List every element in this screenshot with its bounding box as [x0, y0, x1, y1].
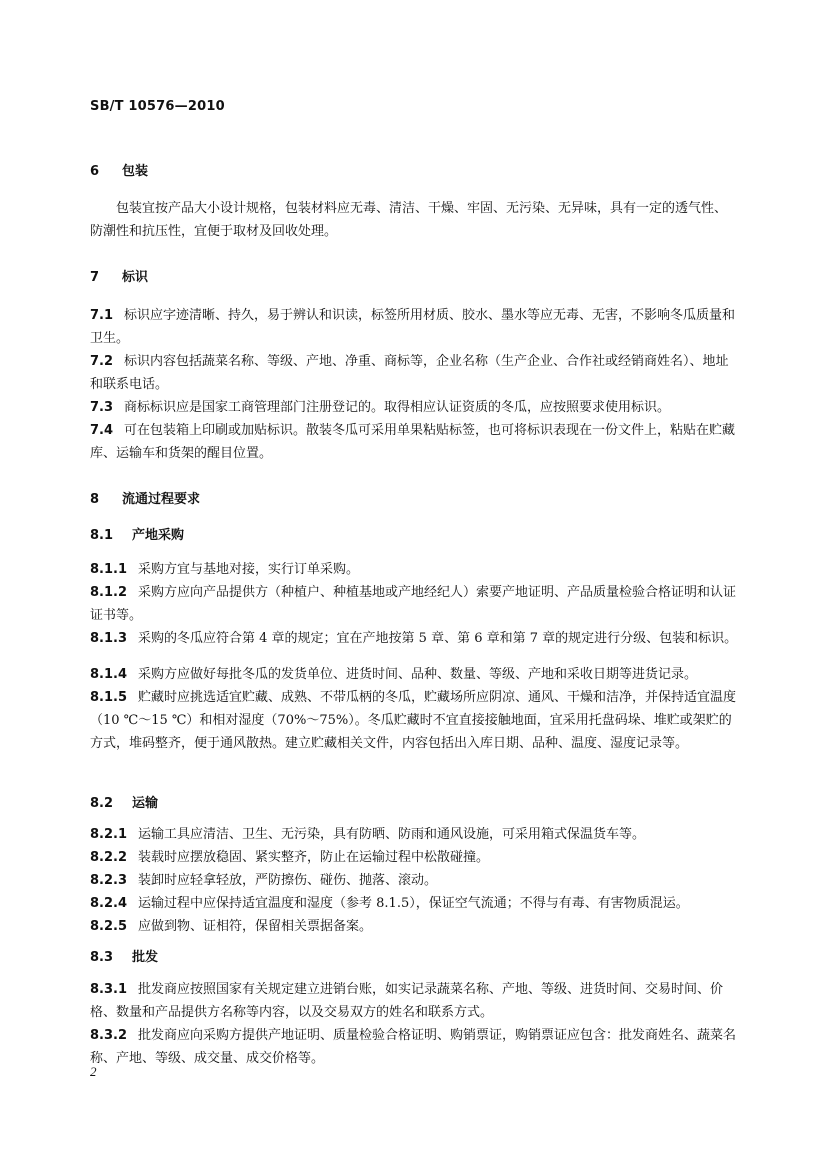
section-heading-7 [90, 266, 148, 285]
clause-text: 采购方宜与基地对接，实行订单采购。 [138, 562, 360, 577]
section-heading-6 [90, 160, 148, 179]
section-number: 8.1 [90, 528, 114, 543]
clause-text: 运输过程中应保持适宜温度和湿度（参考 8.1.5），保证空气流通；不得与有毒、有害物质混运。 [138, 896, 689, 911]
clause-text: 贮藏时应挑选适宜贮藏、成熟、不带瓜柄的冬瓜，贮藏场所应阴凉、通风、干燥和洁净，并保持适宜温度（10 ℃～15 ℃）和相对湿度（70%～75%）。冬瓜贮藏时不宜直接接触地面，宜采用托盘码垛、堆贮或架贮的方式，堆码整齐，便于通风散热。建立贮藏相关文件，内容包括出入库日期、品种、温度、湿度记录等。 [90, 690, 737, 751]
clause-number: 7.3 [90, 400, 114, 415]
clause-text: 标识内容包括蔬菜名称、等级、产地、净重、商标等，企业名称（生产企业、合作社或经销商姓名）、地址和联系电话。 [90, 354, 729, 392]
clause-number: 8.2.3 [90, 873, 128, 888]
subsection-heading-8-2 [90, 792, 158, 811]
subsection-heading-8-3 [90, 946, 158, 965]
clause-7-2 [90, 350, 738, 396]
clause-number: 8.2.4 [90, 896, 128, 911]
clause-text: 批发商应按照国家有关规定建立进销台账，如实记录蔬菜名称、产地、等级、进货时间、交易时间、价格、数量和产品提供方名称等内容，以及交易双方的姓名和联系方式。 [90, 982, 724, 1020]
clause-text: 采购的冬瓜应符合第 4 章的规定；宜在产地按第 5 章、第 6 章和第 7 章的规定进行分级、包装和标识。 [138, 631, 738, 646]
section-number: 8.2 [90, 796, 114, 811]
clause-7-3 [90, 396, 738, 419]
subsection-heading-8-1 [90, 524, 184, 543]
clause-number: 8.1.4 [90, 667, 128, 682]
standard-code: SB/T 10576—2010 [90, 99, 225, 114]
clause-text: 商标标识应是国家工商管理部门注册登记的。取得相应认证资质的冬瓜，应按照要求使用标识。 [124, 400, 671, 415]
section-number: 8 [90, 492, 100, 507]
clause-text: 采购方应向产品提供方（种植户、种植基地或产地经纪人）索要产地证明、产品质量检验合格证明和认证证书等。 [90, 585, 737, 623]
clause-8-2-1 [90, 823, 738, 846]
clause-number: 8.2.2 [90, 850, 128, 865]
clause-number: 7.2 [90, 354, 114, 369]
section-title: 标识 [122, 270, 149, 285]
section-title: 包装 [122, 164, 149, 179]
clause-8-2-2 [90, 846, 738, 869]
clause-8-1-5 [90, 686, 738, 755]
section-number: 6 [90, 164, 100, 179]
page-number: 2 [90, 1064, 97, 1079]
clause-number: 8.3.1 [90, 982, 128, 997]
section-number: 7 [90, 270, 100, 285]
clause-text: 采购方应做好每批冬瓜的发货单位、进货时间、品种、数量、等级、产地和采收日期等进货记录。 [138, 667, 698, 682]
section-title: 批发 [132, 950, 159, 965]
clause-text: 应做到物、证相符，保留相关票据备案。 [138, 919, 373, 934]
clause-8-1-4 [90, 663, 738, 686]
clause-8-1-3 [90, 627, 738, 650]
clause-number: 8.1.2 [90, 585, 128, 600]
clause-number: 8.1.1 [90, 562, 128, 577]
clause-7-4 [90, 419, 738, 465]
clause-number: 7.1 [90, 308, 114, 323]
clause-8-1-1 [90, 558, 738, 581]
clause-number: 8.1.5 [90, 690, 128, 705]
section-title: 运输 [132, 796, 159, 811]
clause-number: 8.2.5 [90, 919, 128, 934]
clause-number: 8.2.1 [90, 827, 128, 842]
clause-number: 8.3.2 [90, 1028, 128, 1043]
clause-text: 批发商应向采购方提供产地证明、质量检验合格证明、购销票证，购销票证应包含：批发商姓名、蔬菜名称、产地、等级、成交量、成交价格等。 [90, 1028, 737, 1066]
clause-8-3-2 [90, 1024, 738, 1070]
clause-text: 可在包装箱上印刷或加贴标识。散装冬瓜可采用单果粘贴标签，也可将标识表现在一份文件上，粘贴在贮藏库、运输车和货架的醒目位置。 [90, 423, 736, 461]
paragraph-packaging: 包装宜按产品大小设计规格，包装材料应无毒、清洁、干燥、牢固、无污染、无异味，具有一定的透气性、防潮性和抗压性，宜便于取材及回收处理。 [90, 201, 728, 239]
clause-7-1 [90, 304, 738, 350]
clause-text: 装载时应摆放稳固、紧实整齐，防止在运输过程中松散碰撞。 [138, 850, 490, 865]
section-title: 流通过程要求 [122, 492, 201, 507]
clause-number: 7.4 [90, 423, 114, 438]
clause-number: 8.1.3 [90, 631, 128, 646]
clause-8-1-2 [90, 581, 738, 627]
section-number: 8.3 [90, 950, 114, 965]
clause-8-2-3 [90, 869, 738, 892]
clause-text: 装卸时应轻拿轻放，严防擦伤、碰伤、抛落、滚动。 [138, 873, 438, 888]
clause-text: 运输工具应清洁、卫生、无污染，具有防晒、防雨和通风设施，可采用箱式保温货车等。 [138, 827, 646, 842]
section-title: 产地采购 [132, 528, 185, 543]
section-heading-8 [90, 488, 200, 507]
clause-text: 标识应字迹清晰、持久，易于辨认和识读，标签所用材质、胶水、墨水等应无毒、无害，不影响冬瓜质量和卫生。 [90, 308, 736, 346]
clause-8-3-1 [90, 978, 738, 1024]
clause-8-2-4 [90, 892, 738, 915]
clause-8-2-5 [90, 915, 738, 938]
